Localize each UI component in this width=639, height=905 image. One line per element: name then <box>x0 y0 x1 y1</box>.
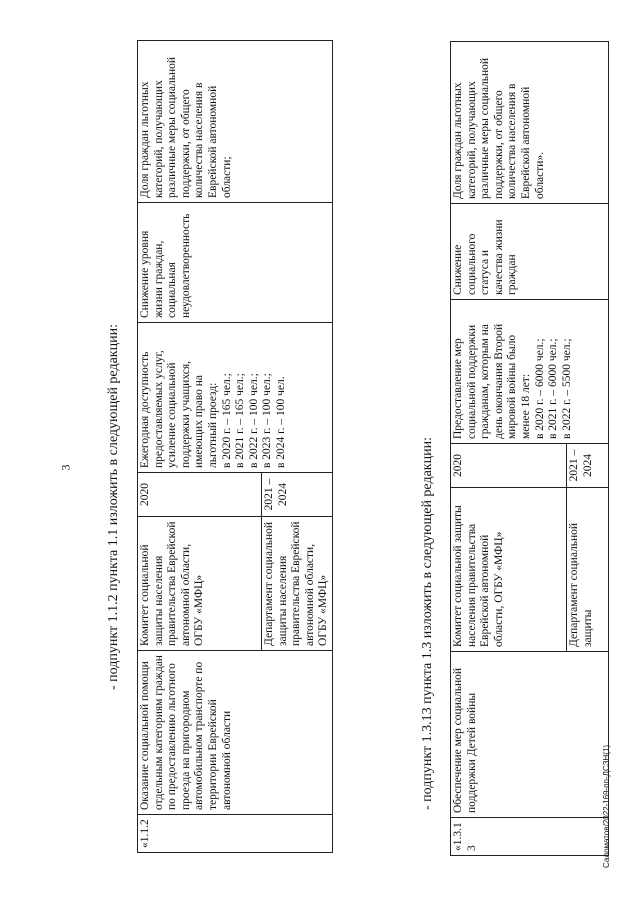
cell-indicator: Доля граждан льготных категорий, получающих различные меры социальной поддержки, от общего количества населения в Еврейской автономной области». <box>451 42 609 204</box>
cell-executor: Комитет социальной защиты населения правительства Еврейской автономной области, ОГБУ «МФЦ» <box>138 517 262 651</box>
amendment-heading-1.1.2: - подпункт 1.1.2 пункта 1.1 изложить в следующей редакции: <box>106 324 121 690</box>
cell-executor: Департамент социальной защиты населения правительства Еврейской автономной области, ОГБУ «МФЦ» <box>262 517 333 651</box>
result-line: в 2023 г. – 100 чел.; <box>261 373 274 468</box>
amendment-heading-1.3.13: - подпункт 1.3.13 пункта 1.3 изложить в следующей редакции: <box>420 437 435 810</box>
result-line: Ежегодная доступность предоставляемых услуг, усиление социальной поддержки учащихся, имеющих право на льготный проезд: <box>139 350 219 468</box>
table-subitem-1.1.2 <box>137 40 333 853</box>
cell-event: Оказание социальной помощи отдельным категориям граждан по предоставлению льготного проезда на пригородном автомобильном транспорте по территории Еврейской автономной области <box>138 651 333 815</box>
result-line: в 2021 г. – 165 чел.; <box>234 373 247 468</box>
cell-number: «1.3.13 <box>451 818 609 856</box>
cell-years: 2020 <box>138 473 262 517</box>
table-subitem-1.3.13 <box>450 41 609 856</box>
result-line: в 2022 г. – 5500 чел.; <box>560 338 573 439</box>
page-number: 3 <box>58 464 73 471</box>
cell-years: 2020 <box>451 444 567 488</box>
cell-result <box>138 323 333 473</box>
cell-years: 2021 – 2024 <box>567 444 609 488</box>
result-line: в 2020 г. – 165 чел.; <box>220 373 233 468</box>
result-line: Предоставление мер социальной поддержки гражданам, которым на день окончания Второй мировой войны было менее 18 лет: <box>452 323 532 439</box>
result-line: в 2024 г. – 100 чел. <box>274 376 287 468</box>
cell-result <box>451 300 609 444</box>
cell-executor: Комитет социальной защиты населения правительства Еврейской автономной области, ОГБУ «МФЦ» <box>451 488 567 652</box>
cell-number: «1.1.2 <box>138 815 333 853</box>
cell-executor: Департамент социальной защиты <box>567 488 609 652</box>
cell-consequence: Снижение уровня жизни граждан, социальная неудовлетворенность <box>138 203 333 323</box>
result-line: в 2020 г. – 6000 чел.; <box>533 338 546 439</box>
cell-consequence: Снижение социального статуса и качества жизни граждан <box>451 204 609 300</box>
cell-indicator: Доля граждан льготных категорий, получающих различные меры социальной поддержки, от общего количества населения в Еврейской автономной области; <box>138 41 333 203</box>
result-line: в 2022 г. – 100 чел.; <box>247 373 260 468</box>
result-line: в 2021 г. – 6000 чел.; <box>547 338 560 439</box>
document-code-footer: Саломатов/2022-169-пп-ДСЗН(1) <box>602 744 611 868</box>
cell-years: 2021 – 2024 <box>262 473 333 517</box>
cell-event: Обеспечение мер социальной поддержки Детей войны <box>451 652 609 818</box>
